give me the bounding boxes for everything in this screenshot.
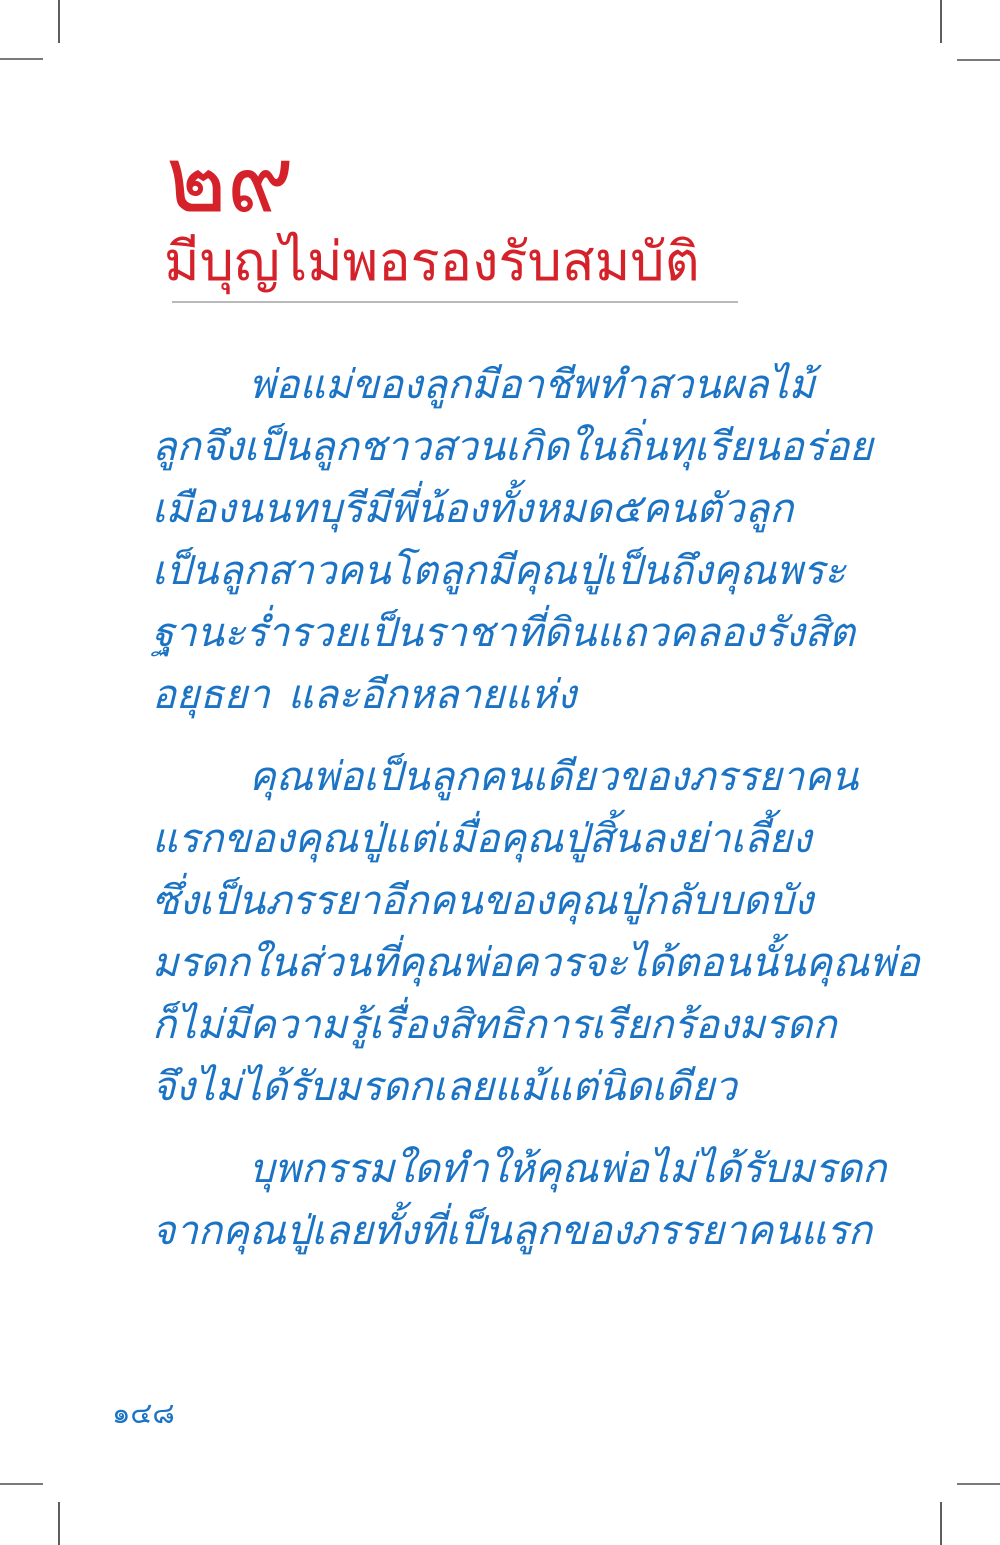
text-line [152,478,794,540]
text-chunk: กลับบดบัง [642,879,814,923]
text-line [152,1056,744,1118]
chapter-number: ๒๙ [166,129,295,231]
paragraph [152,354,873,726]
paragraph [152,1138,887,1262]
text-line [152,746,859,808]
text-chunk: และอีกหลายแห่ง [287,673,577,717]
body-text [152,354,920,1262]
text-chunk: ลูกจึงเป็นลูกชาวสวน [152,425,506,469]
text-chunk: ทั้งที่เป็นลูกของภรรยาคนแรก [373,1209,873,1253]
text-chunk: เป็นลูกสาวคนโต [152,549,439,593]
text-chunk: มีพี่น้องทั้งหมด [363,487,612,531]
text-line [152,540,846,602]
crop-mark-top-right-vertical [940,0,942,43]
text-chunk: คน [642,487,697,531]
text-chunk: คุณพ่อเป็นลูกคนเดียวของภรรยาคน [249,755,859,799]
crop-mark-bottom-left-vertical [58,1502,60,1545]
page-number: ๑๔๘ [112,1398,175,1430]
text-chunk: เมืองนนทบุรี [152,487,364,531]
text-chunk: แต่เมื่อคุณปู่สิ้นลง [383,817,685,861]
title-divider-rule [172,301,738,303]
text-line [152,1200,873,1262]
text-chunk: พ่อแม่ของลูกมีอาชีพทำสวนผลไม้ [249,363,816,407]
text-chunk: ก็ไม่มีความรู้เรื่องสิทธิการเรียกร้องมรดก [152,1003,837,1047]
text-chunk: ตัวลูก [696,487,794,531]
text-line [152,602,856,664]
text-chunk: ฐานะร่ำรวย [152,611,357,655]
text-chunk: ซึ่งเป็นภรรยาอีกคนของคุณปู่ [152,879,643,923]
crop-mark-top-left-horizontal [0,58,43,60]
text-chunk: มรดกในส่วนที่คุณพ่อควรจะได้ [152,941,674,985]
text-line [152,354,816,416]
crop-mark-bottom-right-vertical [940,1502,942,1545]
text-chunk: แรกของคุณปู่ [152,817,384,861]
text-line [152,416,873,478]
text-line [152,932,920,994]
text-chunk: บุพกรรมใดทำให้คุณพ่อไม่ได้รับมรดก [249,1147,887,1191]
text-chunk: เป็นราชาที่ดินแถวคลองรังสิต [356,611,856,655]
text-line [152,808,812,870]
text-line [152,994,837,1056]
crop-mark-bottom-left-horizontal [0,1483,43,1485]
text-chunk: จากคุณปู่เลย [152,1209,373,1253]
text-line [152,664,744,726]
text-chunk: ตอนนั้นคุณพ่อ [673,941,920,985]
text-chunk: ลูกมีคุณปู่เป็นถึงคุณพระ [438,549,846,593]
text-chunk: จึงไม่ได้รับมรดกเลยแม้แต่นิดเดียว [152,1065,737,1109]
crop-mark-top-right-horizontal [957,59,1000,61]
paragraph [152,746,920,1118]
crop-mark-top-left-vertical [58,0,60,43]
text-chunk: ๕ [611,487,643,531]
text-line [152,870,814,932]
text-chunk: เกิดในถิ่นทุเรียนอร่อย [505,425,873,469]
text-chunk: ย่าเลี้ยง [684,817,812,861]
chapter-title: มีบุญไม่พอรองรับสมบัติ [164,232,700,292]
text-chunk: อยุธยา [152,673,270,717]
text-line [152,1138,887,1200]
crop-mark-bottom-right-horizontal [957,1483,1000,1485]
